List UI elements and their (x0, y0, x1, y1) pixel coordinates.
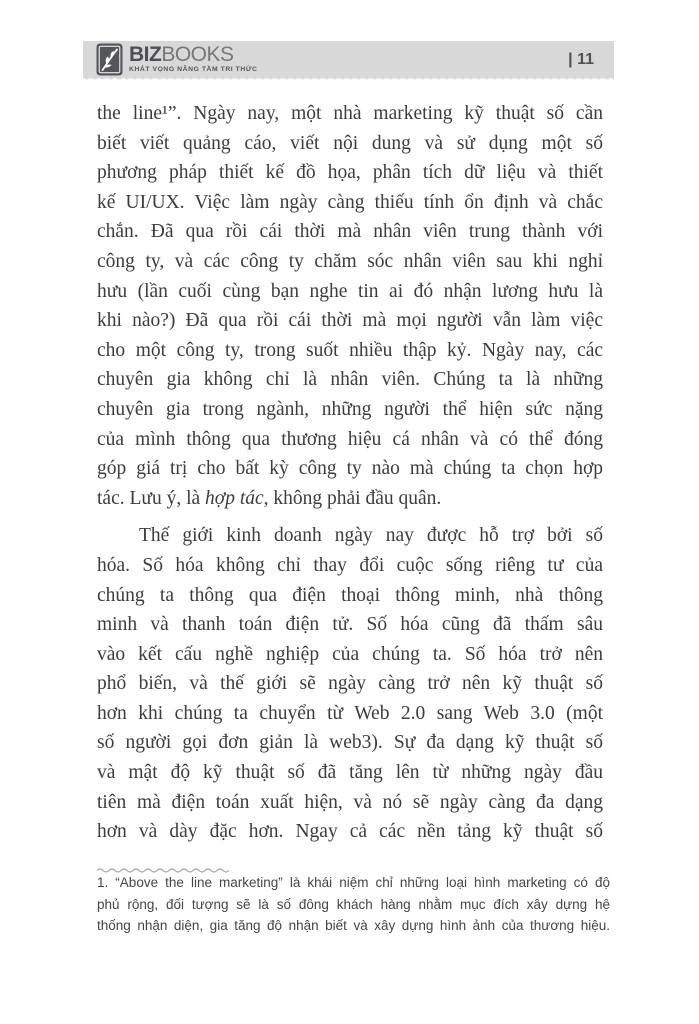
body-text-line: của mình thông qua thương hiệu cá nhân và có thể đóng (97, 428, 603, 450)
body-text-line: hóa. Số hóa không chỉ thay đổi cuộc sống riêng tư của (97, 554, 603, 576)
footnote-line: thống nhận diện, gia tăng độ nhận biết và xây dựng hình ảnh của thương hiệu. (97, 918, 610, 933)
body-text-line: chúng ta thông qua điện thoại thông minh, nhà thông (97, 584, 603, 606)
body-text-line: vào kết cấu nghề nghiệp của chúng ta. Số hóa trở nên (97, 643, 603, 665)
body-text-line: góp giá trị cho bất kỳ công ty nào mà chúng ta chọn hợp (97, 458, 603, 480)
body-text (97, 99, 603, 847)
body-text-line: hưu (lần cuối cùng bạn nghe tin ai đó nhận lương hưu là (97, 280, 603, 302)
body-text-line: chuyên gia trong ngành, những người thể hiện sức nặng (97, 398, 603, 420)
footnote (97, 872, 610, 937)
footnote-line: 1. “Above the line marketing” là khái niệm chỉ những loại hình marketing có độ (97, 875, 610, 890)
paragraph (97, 521, 603, 847)
body-text-line: và mật độ kỹ thuật số đã tăng lên từ những ngày đầu (97, 762, 603, 784)
bizbooks-logo-text (129, 45, 257, 74)
bizbooks-logo (96, 43, 257, 76)
body-text-line: phương pháp thiết kế đồ họa, phân tích dữ liệu và thiết (97, 162, 603, 184)
body-text-line: phổ biến, và thế giới sẽ ngày càng trở nên kỹ thuật số (97, 673, 603, 695)
brand-tagline: KHÁT VỌNG NÂNG TẦM TRI THỨC (129, 66, 258, 74)
body-text-line: Thế giới kinh doanh ngày nay được hỗ trợ bởi số (139, 525, 603, 547)
body-text-line: số người gọi đơn giản là web3). Sự đa dạng kỹ thuật số (97, 732, 603, 754)
paragraph (97, 99, 603, 513)
body-text-line: khi nào?) Đã qua rồi cái thời mà mọi người vẫn làm việc (97, 310, 603, 332)
brand-name (129, 45, 257, 65)
page-header (83, 41, 614, 78)
body-text-line: tác. Lưu ý, là hợp tác, không phải đầu quân. (97, 487, 442, 509)
body-text-line: minh và thanh toán điện tử. Số hóa cũng đã thấm sâu (97, 614, 603, 636)
body-text-line: chắn. Đã qua rồi cái thời mà nhân viên trung thành với (97, 221, 603, 243)
body-text-line: hơn khi chúng ta chuyển từ Web 2.0 sang Web 3.0 (một (97, 702, 603, 724)
brand-biz: BIZ (129, 43, 162, 67)
page-number: | 11 (568, 50, 594, 68)
body-text-line: công ty, và các công ty chăm sóc nhân viên sau khi nghỉ (97, 250, 603, 272)
body-text-line: the line¹”. Ngày nay, một nhà marketing kỹ thuật số cần (97, 103, 603, 124)
body-text-line: kế UI/UX. Việc làm ngày càng thiếu tính ổn định và chắc (97, 191, 603, 213)
body-text-line: chuyên gia không chỉ là nhân viên. Chúng ta là những (97, 369, 603, 391)
body-text-line: hơn và dày đặc hơn. Ngay cả các nền tảng kỹ thuật số (97, 821, 603, 843)
body-text-line: tiên mà điện toán xuất hiện, và nó sẽ ngày càng đa dạng (97, 791, 603, 813)
body-text-line: cho một công ty, trong suốt nhiều thập kỷ. Ngày nay, các (97, 339, 603, 361)
brand-books: BOOKS (161, 43, 234, 67)
bizbooks-book-logo-icon (96, 43, 123, 76)
footnote-line: phủ rộng, đối tượng sẽ là số đông khách hàng nhằm mục đích xây dựng hệ (97, 896, 610, 912)
body-text-line: biết viết quảng cáo, viết nội dung và sử dụng một số (97, 132, 603, 154)
